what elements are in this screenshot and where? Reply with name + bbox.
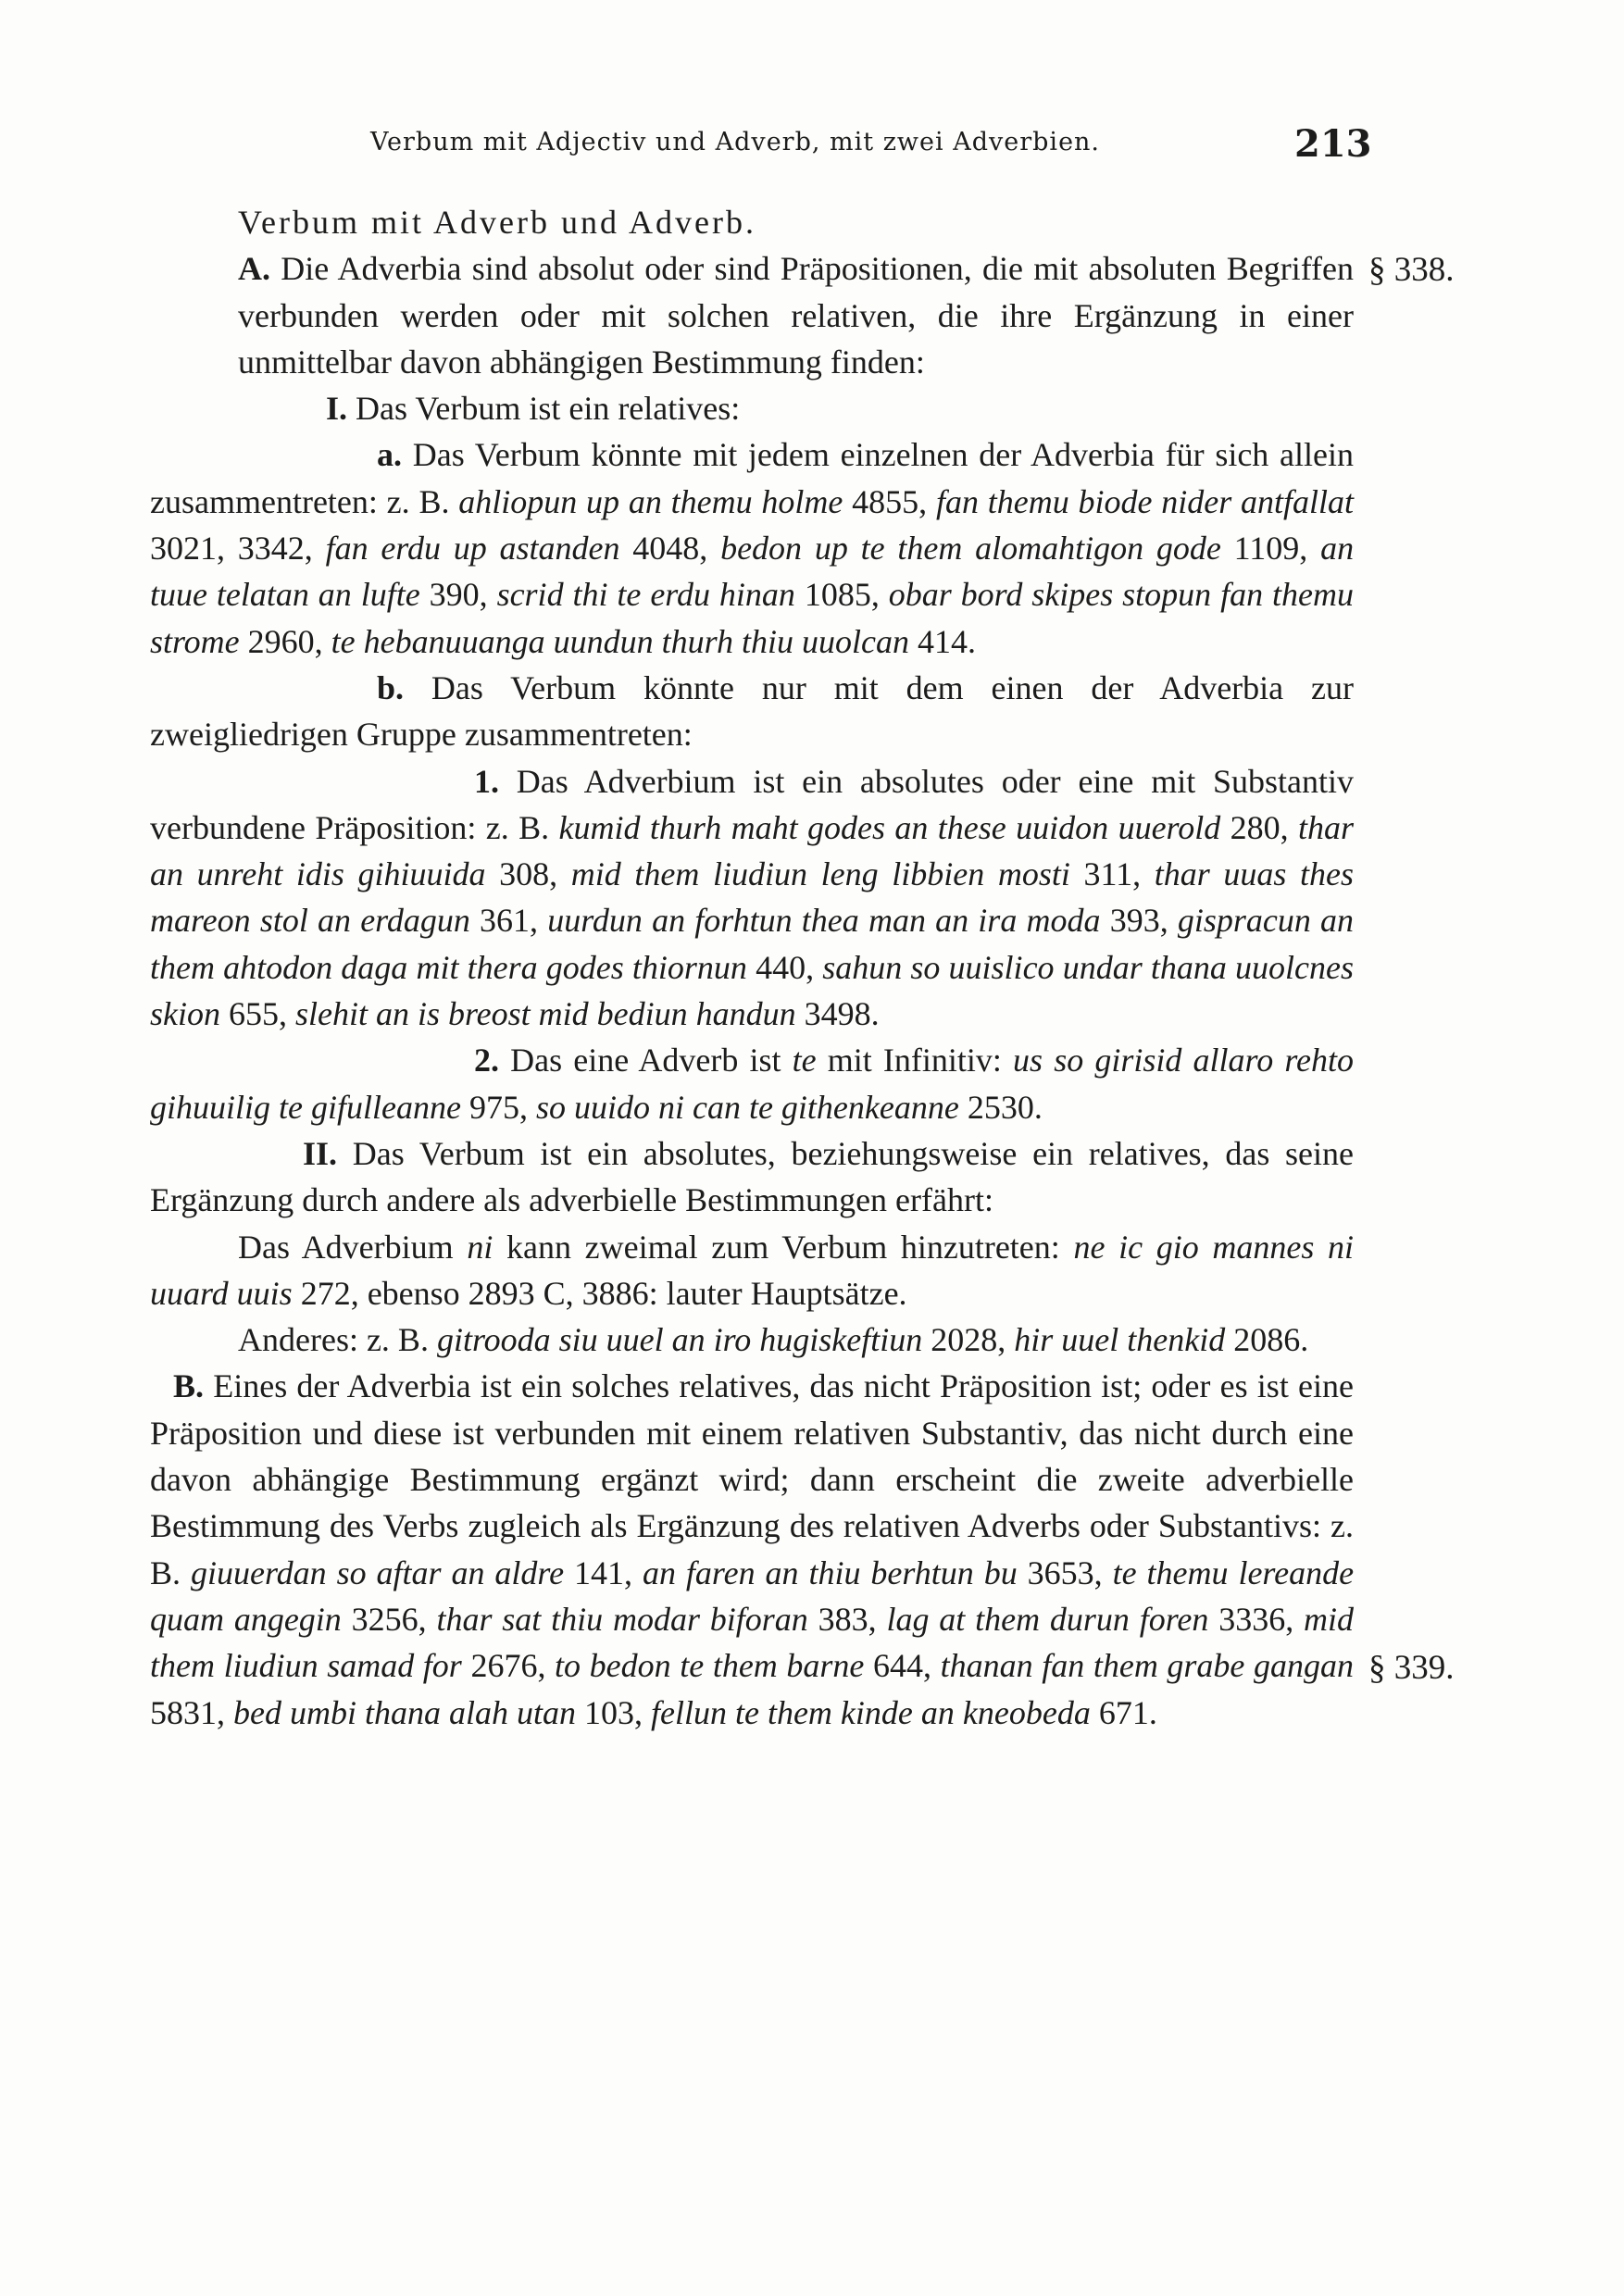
section-339-mark: § 339. [1368, 1649, 1455, 1687]
example: fellun te them kinde an kneobeda [650, 1693, 1091, 1731]
ni-word: ni [467, 1228, 493, 1266]
section-338-mark: § 338. [1368, 251, 1455, 289]
example: gispracun an them ahtodon daga mit thera godes thiornun [150, 902, 1355, 986]
example: lag at them durun foren [886, 1600, 1209, 1638]
example: slehit an is breost mid bediun handun [295, 995, 796, 1033]
example-ref: 1085 [804, 576, 871, 614]
example-ref: 5831 [150, 1693, 217, 1731]
example: te hebanuuanga uundun thurh thiu uuolcan [331, 622, 909, 660]
label-I: I. [326, 390, 348, 428]
example: gitrooda siu uuel an iro hugiskeftiun [436, 1321, 923, 1359]
paragraph-ni-rest: , ebenso 2893 C, 3886: lauter Hauptsätze. [350, 1274, 907, 1312]
example: obar bord skipes stopun fan themu strome [150, 576, 1354, 660]
example-ref: 280 [1230, 808, 1280, 846]
example-ref: 440 [756, 948, 806, 986]
example-ref: 361 [480, 902, 531, 940]
label-b: b. [377, 668, 405, 706]
example: kumid thurh maht godes an these uuidon uuerold [558, 808, 1221, 846]
example: an faren an thiu berhtun bu [642, 1554, 1018, 1591]
te-word: te [792, 1042, 817, 1079]
label-b1: 1. [474, 762, 499, 800]
body-text [150, 199, 1354, 1736]
example-ref: 383 [818, 1600, 868, 1638]
paragraph-II-text: Das Verbum ist ein absolutes, beziehungsweise ein relatives, das seine Ergänzung durch andere als adverbielle Bestimmungen erfährt: [150, 1134, 1355, 1219]
label-A: A. [238, 250, 270, 288]
paragraph-b-text: Das Verbum könnte nur mit dem einen der Adverbia zur zweigliedrigen Gruppe zusammentreten: [150, 668, 1355, 754]
paragraph-b2-text2: mit Infinitiv: [827, 1042, 1002, 1079]
example-ref: 272 [300, 1274, 351, 1312]
example-ref: 2960 [247, 622, 315, 660]
example: thanan fan them grabe gangan [940, 1647, 1355, 1685]
example: mid them liudiun leng libbien mosti [570, 855, 1070, 893]
example-ref: 4048 [632, 530, 700, 568]
example: thar an unreht idis gihiuuida [150, 808, 1355, 893]
example: giuuerdan so aftar an aldre [190, 1554, 565, 1591]
example: bedon up te them alomahtigon gode [720, 530, 1221, 568]
example: so uuido ni can te githenkeanne [535, 1088, 959, 1126]
paragraph-I [150, 385, 1354, 431]
example: hir uuel thenkid [1014, 1321, 1226, 1359]
example-ref: 308 [499, 855, 550, 893]
example-ref: 3256 [351, 1600, 418, 1638]
paragraph-b [150, 665, 1354, 758]
example-ref: 3653 [1027, 1554, 1094, 1591]
example-ref: 3498. [804, 995, 880, 1033]
paragraph-B: B. Eines der Adverbia ist ein solches relatives, das nicht Präposition ist; oder es ist eine Präposition und diese ist verbunden mit einem relativen Substantiv, das nicht durch eine davon abhängige Bestimmung ergänzt wird; dann erscheint die zweite adverbielle Bestimmung des Verbs zugleich als Ergänzung des relativen Adverbs oder Substantivs: z. B. giuuerdan so aftar an aldre 141, an faren an thiu berhtun bu 3653, te themu lereande quam angegin 3256, thar sat thiu modar biforan 383, lag at them durun foren 3336, mid them liudiun samad for 2676, to bedon te them barne 644, thanan fan them grabe gangan 5831, bed umbi thana alah utan 103, fellun te them kinde an kneobeda 671. [150, 1367, 1355, 1731]
label-II: II. [303, 1134, 338, 1172]
paragraph-ni-text2: kann zweimal zum Verbum hinzutreten: [506, 1228, 1060, 1266]
page-number: 213 [1294, 122, 1372, 166]
example-ref: 2676 [470, 1647, 538, 1685]
paragraph-anderes: Anderes: z. B. gitrooda siu uuel an iro hugiskeftiun 2028, hir uuel thenkid 2086. [238, 1321, 1309, 1359]
example-ref: 2530. [967, 1088, 1043, 1126]
example-ref: 975 [468, 1088, 519, 1126]
paragraph-a: a. Das Verbum könnte mit jedem einzelnen der Adverbia für sich allein zusammentreten: z. B. ahliopun up an themu holme 4855, fan themu biode nider antfallat 3021, 3342, fan erdu up astanden 4048, bedon up te them alomahtigon gode 1109, an tuue telatan an lufte 390, scrid thi te erdu hinan 1085, obar bord skipes stopun fan themu strome 2960, te hebanuuanga uundun thurh thiu uuolcan 414. [150, 436, 1355, 660]
example: ne ic gio mannes ni uuard uuis [150, 1228, 1355, 1312]
example-ref: 2086. [1233, 1321, 1309, 1359]
example: ahliopun up an themu holme [458, 482, 843, 520]
example-ref: 393 [1109, 902, 1160, 940]
example-ref: 311 [1083, 855, 1133, 893]
label-b2: 2. [474, 1042, 499, 1079]
example: thar sat thiu modar biforan [436, 1600, 808, 1638]
example-ref: 103 [583, 1693, 634, 1731]
label-a: a. [377, 436, 402, 474]
paragraph-b2-text: Das eine Adverb ist [510, 1042, 781, 1079]
section-heading: Verbum mit Adverb und Adverb. [238, 204, 756, 241]
example-ref: 4855 [852, 482, 919, 520]
paragraph-A-text: Die Adverbia sind absolut oder sind Präpositionen, die mit absoluten Begriffen verbunden werden oder mit solchen relativen, die ihre Ergänzung in einer unmittelbar davon abhängigen Bestimmung finden: [238, 250, 1354, 381]
example: te themu lereande quam angegin [150, 1554, 1355, 1638]
example-ref: 414. [917, 622, 976, 660]
running-head: Verbum mit Adjectiv und Adverb, mit zwei Adverbien. [370, 128, 1101, 156]
example: sahun so uuislico undar thana uuolcnes skion [150, 948, 1354, 1033]
example-ref: 1109 [1233, 530, 1300, 568]
example-ref: 141 [574, 1554, 625, 1591]
example: scrid thi te erdu hinan [496, 576, 795, 614]
example-ref: 644 [873, 1647, 924, 1685]
example: an tuue telatan an lufte [150, 530, 1355, 614]
paragraph-ni [150, 1224, 1354, 1317]
example: fan erdu up astanden [325, 530, 620, 568]
paragraph-A [150, 245, 1354, 385]
example: to bedon te them barne [555, 1647, 865, 1685]
example-ref: 390 [429, 576, 480, 614]
example: mid them liudiun samad for [150, 1600, 1355, 1685]
example-ref: 671. [1098, 1693, 1157, 1731]
example: us so girisid allaro rehto gihuuilig te gifulleanne [150, 1042, 1354, 1126]
paragraph-II [150, 1130, 1354, 1224]
example: thar uuas thes mareon stol an erdagun [150, 855, 1355, 940]
example-ref: 2028 [931, 1321, 998, 1359]
paragraph-anderes-text: Anderes: z. B. [238, 1321, 429, 1359]
paragraph-ni-text1: Das Adverbium [238, 1228, 454, 1266]
example-ref: 655 [229, 995, 279, 1033]
label-B: B. [173, 1367, 205, 1405]
example: fan themu biode nider antfallat [935, 482, 1355, 520]
paragraph-B-text: Eines der Adverbia ist ein solches relatives, das nicht Präposition ist; oder es ist eine Präposition und diese ist verbunden mit einem relativen Substantiv, das nicht durch eine davon abhängige Bestimmung ergänzt wird; dann erscheint die zweite adverbielle Bestimmung des Verbs zugleich als Ergänzung des relativen Adverbs oder Substantivs: z. B. [150, 1367, 1354, 1591]
paragraph-I-text: Das Verbum ist ein relatives: [356, 390, 741, 428]
paragraph-b2: 2. Das eine Adverb ist te mit Infinitiv: us so girisid allaro rehto gihuuilig te gifulleanne 975, so uuido ni can te githenkeanne 2530. [150, 1042, 1354, 1126]
example-ref: 3021, 3342 [150, 530, 305, 568]
paragraph-b1: 1. Das Adverbium ist ein absolutes oder eine mit Substantiv verbundene Präposition: z. B. kumid thurh maht godes an these uuidon uuerold 280, thar an unreht idis gihiuuida 308, mid them liudiun leng libbien mosti 311, thar uuas thes mareon stol an erdagun 361, uurdun an forhtun thea man an ira moda 393, gispracun an them ahtodon daga mit thera godes thiornun 440, sahun so uuislico undar thana uuolcnes skion 655, slehit an is breost mid bediun handun 3498. [150, 762, 1355, 1033]
paragraph-b1-text: Das Adverbium ist ein absolutes oder eine mit Substantiv verbundene Präposition: z. B. [150, 762, 1355, 846]
example: bed umbi thana alah utan [233, 1693, 576, 1731]
example: uurdun an forhtun thea man an ira moda [547, 902, 1101, 940]
example-ref: 3336 [1218, 1600, 1286, 1638]
paragraph-a-text: Das Verbum könnte mit jedem einzelnen der Adverbia für sich allein zusammentreten: z. B. [150, 436, 1354, 520]
